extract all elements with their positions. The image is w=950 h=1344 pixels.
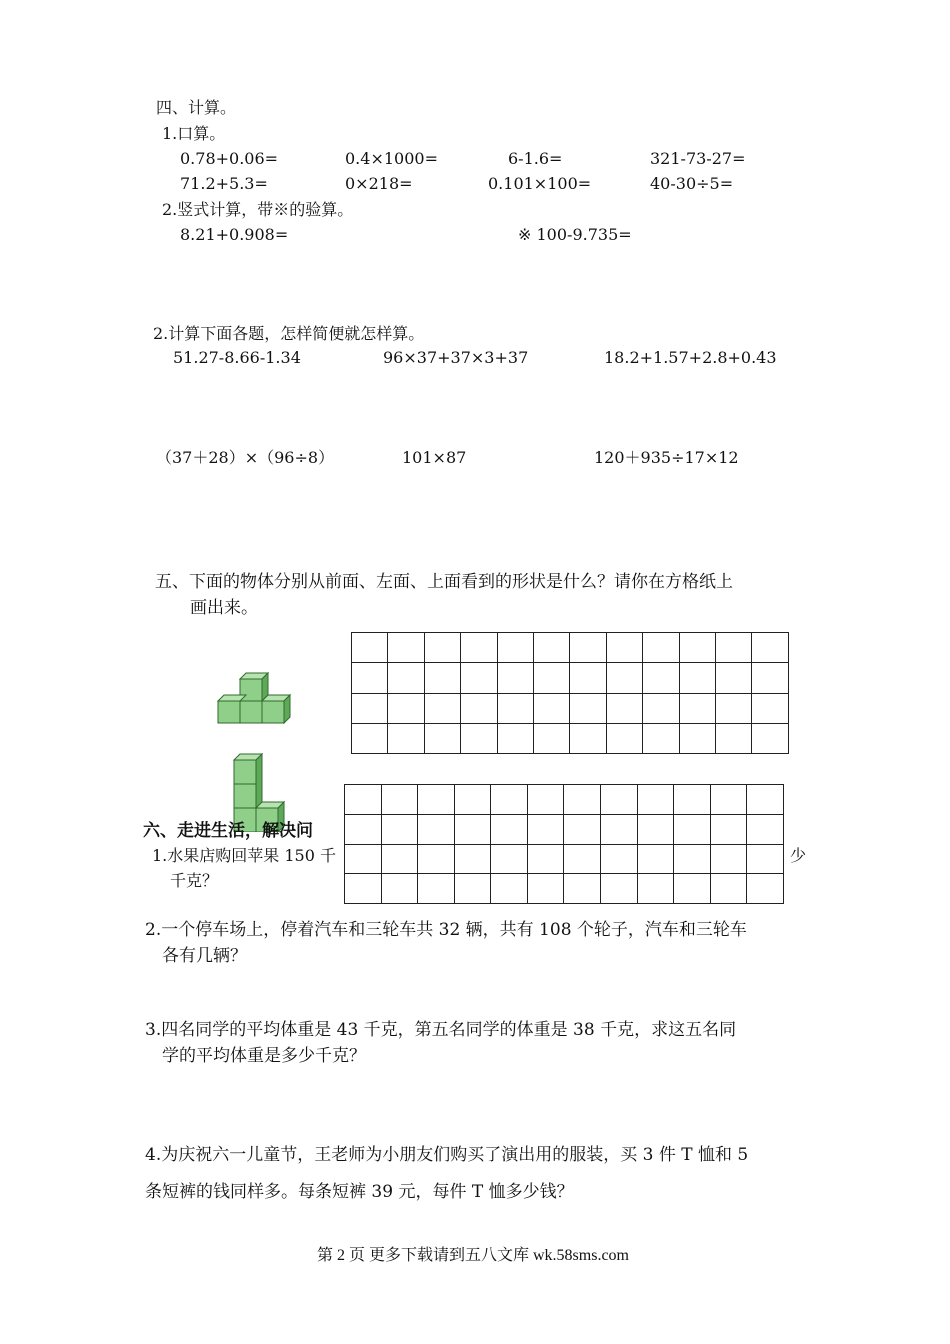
grid-cell[interactable]	[381, 844, 418, 874]
grid-cell[interactable]	[352, 633, 388, 663]
grid-cell[interactable]	[710, 814, 747, 844]
grid-cell[interactable]	[674, 874, 711, 904]
grid-cell[interactable]	[747, 785, 784, 815]
grid-cell[interactable]	[491, 814, 528, 844]
section5-title-cont: 画出来。	[190, 598, 258, 618]
oral-item: 40-30÷5=	[650, 174, 734, 193]
grid-cell[interactable]	[747, 874, 784, 904]
grid-paper-bottom[interactable]	[344, 784, 784, 904]
grid-cell[interactable]	[388, 663, 424, 693]
grid-cell[interactable]	[637, 874, 674, 904]
grid-cell[interactable]	[637, 785, 674, 815]
grid-cell[interactable]	[601, 814, 638, 844]
grid-cell[interactable]	[752, 693, 789, 723]
grid-cell[interactable]	[679, 663, 715, 693]
grid-cell[interactable]	[679, 723, 715, 753]
oral-item: 0.4×1000=	[345, 149, 438, 168]
section6-title: 六、走进生活，解决问	[143, 821, 313, 841]
grid-cell[interactable]	[424, 663, 460, 693]
oral-item: 321-73-27=	[650, 149, 746, 168]
grid-cell[interactable]	[527, 874, 564, 904]
grid-cell[interactable]	[570, 723, 606, 753]
grid-cell[interactable]	[601, 874, 638, 904]
grid-cell[interactable]	[564, 874, 601, 904]
grid-cell[interactable]	[716, 633, 752, 663]
grid-cell[interactable]	[345, 814, 382, 844]
grid-cell[interactable]	[643, 693, 679, 723]
oral-calc-title: 1.口算。	[162, 124, 226, 143]
q2-text: 2.一个停车场上，停着汽车和三轮车共 32 辆，共有 108 个轮子，汽车和三轮车	[145, 920, 747, 940]
grid-cell[interactable]	[418, 874, 455, 904]
simplify-item: 18.2+1.57+2.8+0.43	[604, 348, 777, 367]
grid-cell[interactable]	[418, 814, 455, 844]
grid-cell[interactable]	[716, 693, 752, 723]
grid-cell[interactable]	[461, 693, 497, 723]
grid-cell[interactable]	[747, 844, 784, 874]
grid-cell[interactable]	[461, 663, 497, 693]
grid-cell[interactable]	[497, 633, 533, 663]
grid-cell[interactable]	[527, 785, 564, 815]
grid-cell[interactable]	[710, 785, 747, 815]
grid-cell[interactable]	[564, 785, 601, 815]
oral-item: 6-1.6=	[508, 149, 563, 168]
grid-cell[interactable]	[424, 723, 460, 753]
grid-cell[interactable]	[606, 723, 642, 753]
grid-cell[interactable]	[637, 814, 674, 844]
grid-cell[interactable]	[752, 633, 789, 663]
grid-cell[interactable]	[454, 814, 491, 844]
oral-item: 0.101×100=	[488, 174, 592, 193]
grid-cell[interactable]	[534, 723, 570, 753]
simplify-title: 2.计算下面各题，怎样简便就怎样算。	[153, 324, 425, 343]
grid-cell[interactable]	[534, 663, 570, 693]
grid-cell[interactable]	[564, 814, 601, 844]
grid-cell[interactable]	[710, 874, 747, 904]
grid-cell[interactable]	[679, 633, 715, 663]
grid-cell[interactable]	[345, 844, 382, 874]
section4-title: 四、计算。	[156, 98, 237, 117]
grid-cell[interactable]	[570, 693, 606, 723]
oral-item: 71.2+5.3=	[180, 174, 268, 193]
grid-cell[interactable]	[606, 663, 642, 693]
grid-cell[interactable]	[424, 633, 460, 663]
grid-cell[interactable]	[454, 785, 491, 815]
grid-cell[interactable]	[454, 844, 491, 874]
grid-cell[interactable]	[716, 663, 752, 693]
grid-cell[interactable]	[534, 633, 570, 663]
grid-cell[interactable]	[388, 633, 424, 663]
q1-text-tail: 少	[790, 846, 807, 865]
grid-cell[interactable]	[497, 693, 533, 723]
grid-cell[interactable]	[345, 874, 382, 904]
grid-cell[interactable]	[747, 814, 784, 844]
grid-cell[interactable]	[454, 874, 491, 904]
grid-cell[interactable]	[461, 633, 497, 663]
grid-cell[interactable]	[674, 785, 711, 815]
q1-text: 1.水果店购回苹果 150 千	[152, 846, 336, 865]
q2-text-cont: 各有几辆？	[162, 946, 247, 966]
grid-cell[interactable]	[752, 663, 789, 693]
grid-cell[interactable]	[491, 874, 528, 904]
grid-paper-top[interactable]	[351, 632, 789, 754]
q1-text-cont: 千克？	[170, 871, 219, 890]
grid-cell[interactable]	[527, 814, 564, 844]
cube-figure-l-shape	[230, 752, 292, 832]
grid-cell[interactable]	[752, 723, 789, 753]
simplify-item: 96×37+37×3+37	[383, 348, 529, 367]
grid-cell[interactable]	[497, 663, 533, 693]
simplify-item: 120＋935÷17×12	[594, 448, 739, 467]
grid-cell[interactable]	[643, 663, 679, 693]
grid-cell[interactable]	[352, 663, 388, 693]
section5-title: 五、下面的物体分别从前面、左面、上面看到的形状是什么？请你在方格纸上	[155, 572, 733, 592]
q4-text: 4.为庆祝六一儿童节，王老师为小朋友们购买了演出用的服装，买 3 件 T 恤和 5	[145, 1145, 749, 1165]
grid-cell[interactable]	[606, 693, 642, 723]
grid-cell[interactable]	[679, 693, 715, 723]
grid-cell[interactable]	[388, 693, 424, 723]
grid-cell[interactable]	[345, 785, 382, 815]
q3-text-cont: 学的平均体重是多少千克？	[162, 1046, 366, 1066]
grid-cell[interactable]	[381, 814, 418, 844]
grid-cell[interactable]	[643, 723, 679, 753]
grid-cell[interactable]	[716, 723, 752, 753]
grid-cell[interactable]	[564, 844, 601, 874]
simplify-item: （37＋28）×（96÷8）	[156, 448, 335, 467]
grid-cell[interactable]	[570, 663, 606, 693]
grid-cell[interactable]	[674, 814, 711, 844]
grid-cell[interactable]	[637, 844, 674, 874]
grid-cell[interactable]	[497, 723, 533, 753]
grid-cell[interactable]	[381, 874, 418, 904]
grid-cell[interactable]	[418, 844, 455, 874]
grid-cell[interactable]	[424, 693, 460, 723]
grid-cell[interactable]	[643, 633, 679, 663]
oral-item: 0×218=	[345, 174, 413, 193]
grid-cell[interactable]	[491, 785, 528, 815]
grid-cell[interactable]	[491, 844, 528, 874]
grid-cell[interactable]	[674, 844, 711, 874]
grid-cell[interactable]	[388, 723, 424, 753]
grid-cell[interactable]	[352, 723, 388, 753]
simplify-item: 101×87	[402, 448, 467, 467]
vertical-item: 8.21+0.908=	[180, 225, 289, 244]
q3-text: 3.四名同学的平均体重是 43 千克，第五名同学的体重是 38 千克，求这五名同	[145, 1020, 737, 1040]
grid-cell[interactable]	[418, 785, 455, 815]
grid-cell[interactable]	[461, 723, 497, 753]
grid-cell[interactable]	[606, 633, 642, 663]
grid-cell[interactable]	[710, 844, 747, 874]
vertical-item-check: ※ 100-9.735=	[518, 225, 632, 244]
q4-text-cont: 条短裤的钱同样多。每条短裤 39 元，每件 T 恤多少钱？	[145, 1182, 574, 1202]
grid-cell[interactable]	[527, 844, 564, 874]
oral-item: 0.78+0.06=	[180, 149, 279, 168]
grid-cell[interactable]	[381, 785, 418, 815]
grid-cell[interactable]	[601, 844, 638, 874]
cube-figure-front	[214, 668, 298, 726]
grid-cell[interactable]	[352, 693, 388, 723]
vertical-calc-title: 2.竖式计算，带※的验算。	[162, 200, 354, 219]
simplify-item: 51.27-8.66-1.34	[173, 348, 301, 367]
grid-cell[interactable]	[601, 785, 638, 815]
grid-cell[interactable]	[534, 693, 570, 723]
page-footer: 第 2 页 更多下载请到五八文库 wk.58sms.com	[317, 1247, 630, 1264]
grid-cell[interactable]	[570, 633, 606, 663]
